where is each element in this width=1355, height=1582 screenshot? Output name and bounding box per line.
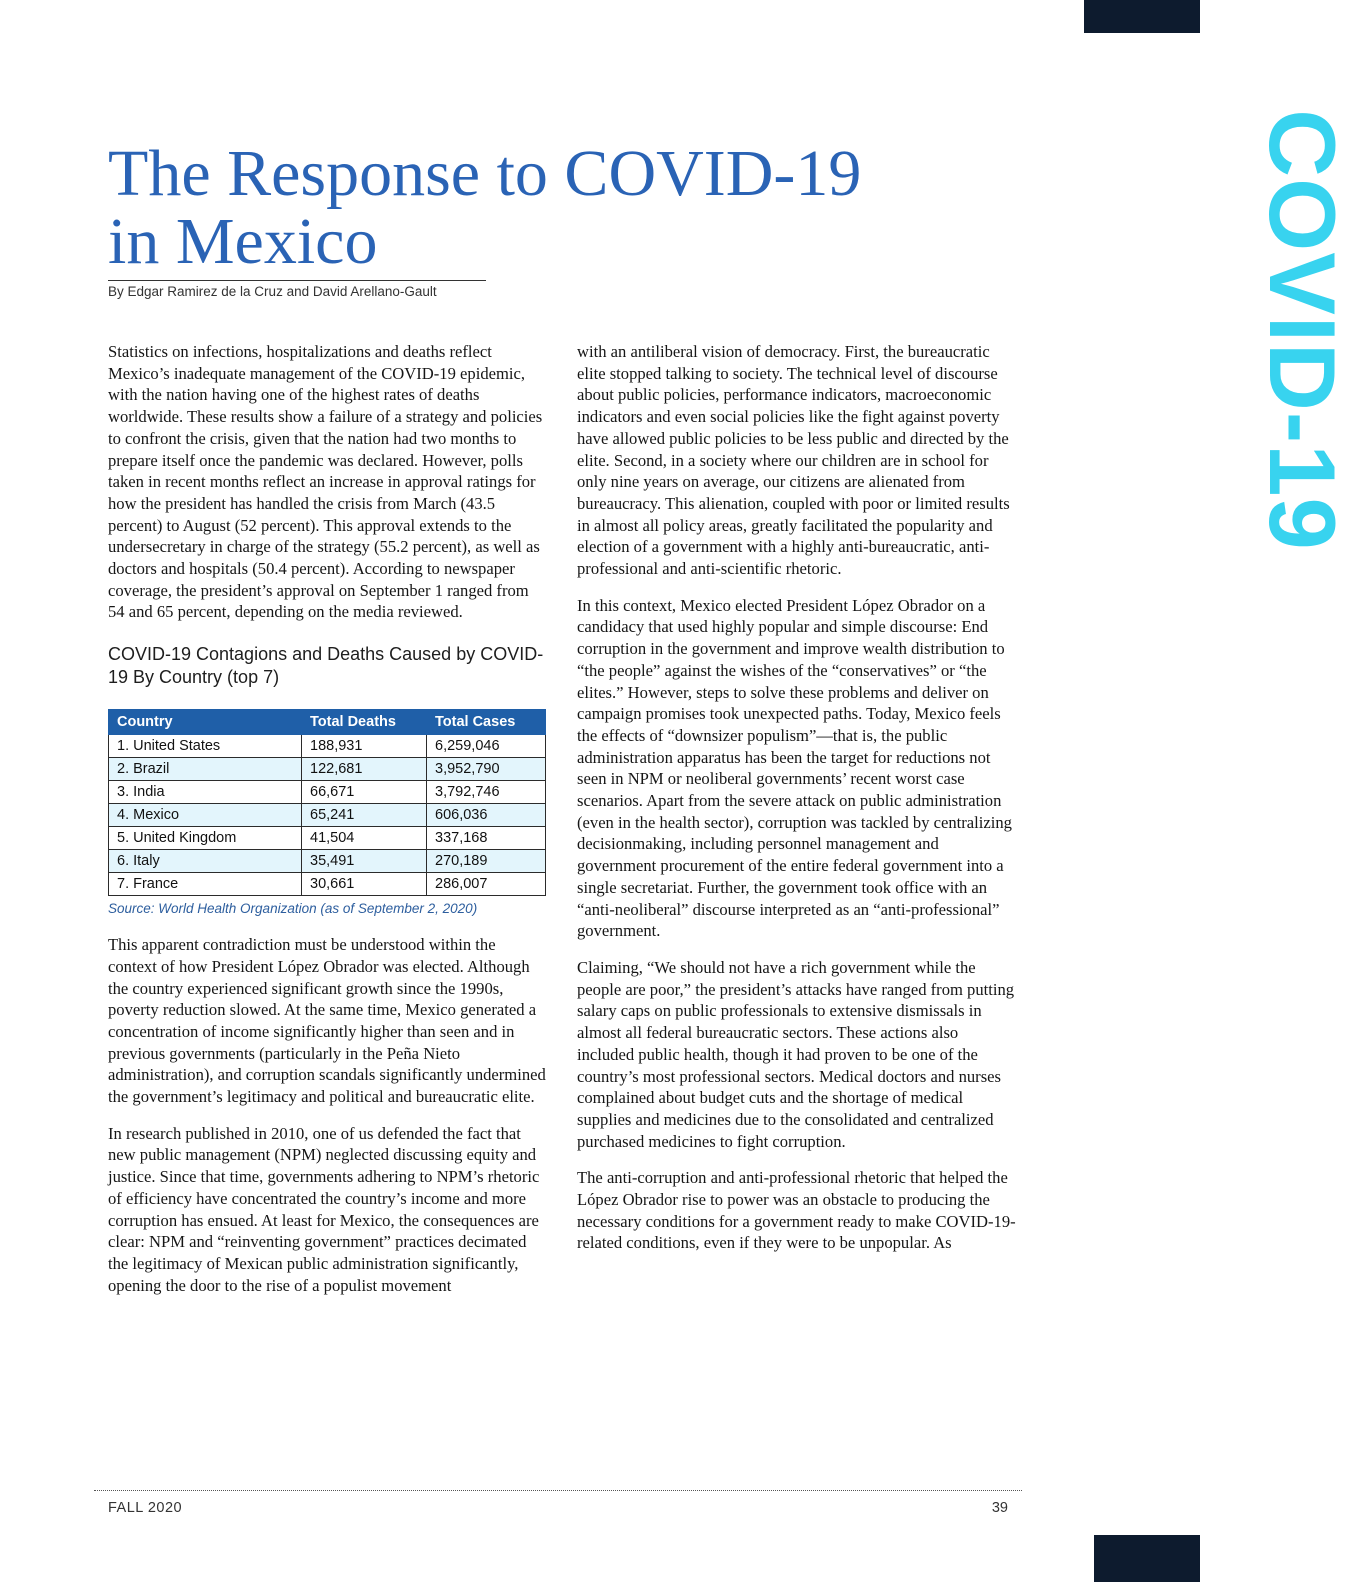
cell-deaths: 41,504 bbox=[302, 827, 427, 850]
cell-country: 2. Brazil bbox=[109, 758, 302, 781]
paragraph: Statistics on infections, hospitalizations and deaths reflect Mexico’s inadequate management of the COVID-19 epidemic, with the nation having one of the highest rates of deaths worldwide. These results show a failure of a strategy and policies to confront the crisis, given that the nation had two months to prepare itself once the pandemic was declared. However, polls taken in recent months reflect an increase in approval ratings for how the president has handled the crisis from March (43.5 percent) to August (52 percent). This approval extends to the undersecretary in charge of the strategy (55.2 percent), as well as doctors and hospitals (50.4 percent). According to newspaper coverage, the president’s approval on September 1 ranged from 54 and 65 percent, depending on the media reviewed. bbox=[108, 342, 543, 622]
column-header-country: Country bbox=[109, 710, 302, 735]
table-row bbox=[109, 827, 546, 850]
table-title: COVID-19 Contagions and Deaths Caused by COVID-19 By Country (top 7) bbox=[108, 644, 544, 688]
paragraph: In research published in 2010, one of us defended the fact that new public management (NPM) neglected discussing equity and justice. Since that time, governments adhering to NPM’s rhetoric of efficiency have concentrated the country’s income and more corruption has ensued. At least for Mexico, the consequences are clear: NPM and “reinventing government” practices decimated the legitimacy of Mexican public administration significantly, opening the door to the rise of a populist movement bbox=[108, 1123, 540, 1295]
section-side-tab: COVID-19 bbox=[1250, 109, 1355, 551]
cell-country: 1. United States bbox=[109, 735, 302, 758]
column-header-deaths: Total Deaths bbox=[302, 710, 427, 735]
right-column bbox=[577, 341, 1019, 1269]
cell-deaths: 188,931 bbox=[302, 735, 427, 758]
table-source-note: Source: World Health Organization (as of September 2, 2020) bbox=[108, 901, 478, 917]
cell-cases: 3,792,746 bbox=[427, 781, 546, 804]
cell-deaths: 30,661 bbox=[302, 873, 427, 896]
paragraph: This apparent contradiction must be understood within the context of how President López Obrador was elected. Although the country experienced significant growth since the 1990s, poverty reduction slowed. At the same time, Mexico generated a concentration of income significantly higher than seen and in previous governments (particularly in the Peña Nieto administration), and corruption scandals significantly undermined the government’s legitimacy and political and bureaucratic elite. bbox=[108, 935, 546, 1107]
cell-cases: 3,952,790 bbox=[427, 758, 546, 781]
cell-cases: 270,189 bbox=[427, 850, 546, 873]
cell-deaths: 35,491 bbox=[302, 850, 427, 873]
page-number: 39 bbox=[991, 1500, 1008, 1516]
footer-divider bbox=[94, 1490, 1022, 1491]
cell-country: 3. India bbox=[109, 781, 302, 804]
top-navy-bar bbox=[1084, 0, 1200, 33]
byline: By Edgar Ramirez de la Cruz and David Arellano-Gault bbox=[108, 280, 486, 299]
bottom-navy-bar bbox=[1094, 1535, 1200, 1582]
table-header-row bbox=[109, 710, 546, 735]
paragraph: with an antiliberal vision of democracy. First, the bureaucratic elite stopped talking to society. The technical level of discourse about public policies, performance indicators, macroeconomic indicators and even social policies like the fight against poverty have allowed public policies to be less public and directed by the elite. Second, in a society where our children are in school for only nine years on average, our citizens are alienated from bureaucracy. This alienation, coupled with poor or limited results in almost all policy areas, greatly facilitated the popularity and election of a government with a highly anti-bureaucratic, anti-professional and anti-scientific rhetoric. bbox=[577, 342, 1010, 579]
table-row bbox=[109, 804, 546, 827]
cell-cases: 6,259,046 bbox=[427, 735, 546, 758]
table-row bbox=[109, 850, 546, 873]
paragraph: In this context, Mexico elected President López Obrador on a candidacy that used highly popular and simple discourse: End corruption in the government and improve wealth distribution to “the people” against the wishes of the “conservatives” or “the elites.” However, steps to solve these problems and deliver on campaign promises took unexpected paths. Today, Mexico feels the effects of “downsizer populism”—that is, the public administration apparatus has been the target for reductions not seen in NPM or neoliberal governments’ recent worst case scenarios. Apart from the severe attack on public administration (even in the health sector), corruption was tackled by centralizing decisionmaking, including personnel management and government procurement of the entire federal government into a single secretariat. Further, the government took office with an “anti-neoliberal” discourse interpreted as an “anti-professional” government. bbox=[577, 595, 1012, 941]
cell-cases: 286,007 bbox=[427, 873, 546, 896]
table-row bbox=[109, 873, 546, 896]
cell-cases: 337,168 bbox=[427, 827, 546, 850]
cell-country: 6. Italy bbox=[109, 850, 302, 873]
cell-country: 4. Mexico bbox=[109, 804, 302, 827]
cell-deaths: 122,681 bbox=[302, 758, 427, 781]
table-row bbox=[109, 735, 546, 758]
left-column bbox=[108, 341, 548, 1311]
paragraph: The anti-corruption and anti-professional rhetoric that helped the López Obrador rise to power was an obstacle to producing the necessary conditions for a government ready to make COVID-19- related conditions, even if they were to be unpopular. As bbox=[577, 1168, 1016, 1253]
cell-country: 7. France bbox=[109, 873, 302, 896]
article-title bbox=[108, 137, 1008, 278]
article-title-line-1: The Response to COVID-19 bbox=[108, 137, 862, 210]
table-row bbox=[109, 758, 546, 781]
footer-issue: FALL 2020 bbox=[108, 1500, 183, 1516]
cell-country: 5. United Kingdom bbox=[109, 827, 302, 850]
covid-stats-table bbox=[108, 709, 546, 896]
table-row bbox=[109, 781, 546, 804]
article-title-line-2: in Mexico bbox=[108, 205, 378, 278]
column-header-cases: Total Cases bbox=[427, 710, 546, 735]
cell-deaths: 65,241 bbox=[302, 804, 427, 827]
paragraph: Claiming, “We should not have a rich government while the people are poor,” the president’s attacks have ranged from putting salary caps on public professionals to extensive dismissals in almost all federal bureaucratic sectors. These actions also included public health, though it had proven to be one of the country’s most professional sectors. Medical doctors and nurses complained about budget cuts and the shortage of medical supplies and medicines due to the consolidated and centralized purchased medicines to fight corruption. bbox=[577, 957, 1015, 1151]
cell-deaths: 66,671 bbox=[302, 781, 427, 804]
cell-cases: 606,036 bbox=[427, 804, 546, 827]
